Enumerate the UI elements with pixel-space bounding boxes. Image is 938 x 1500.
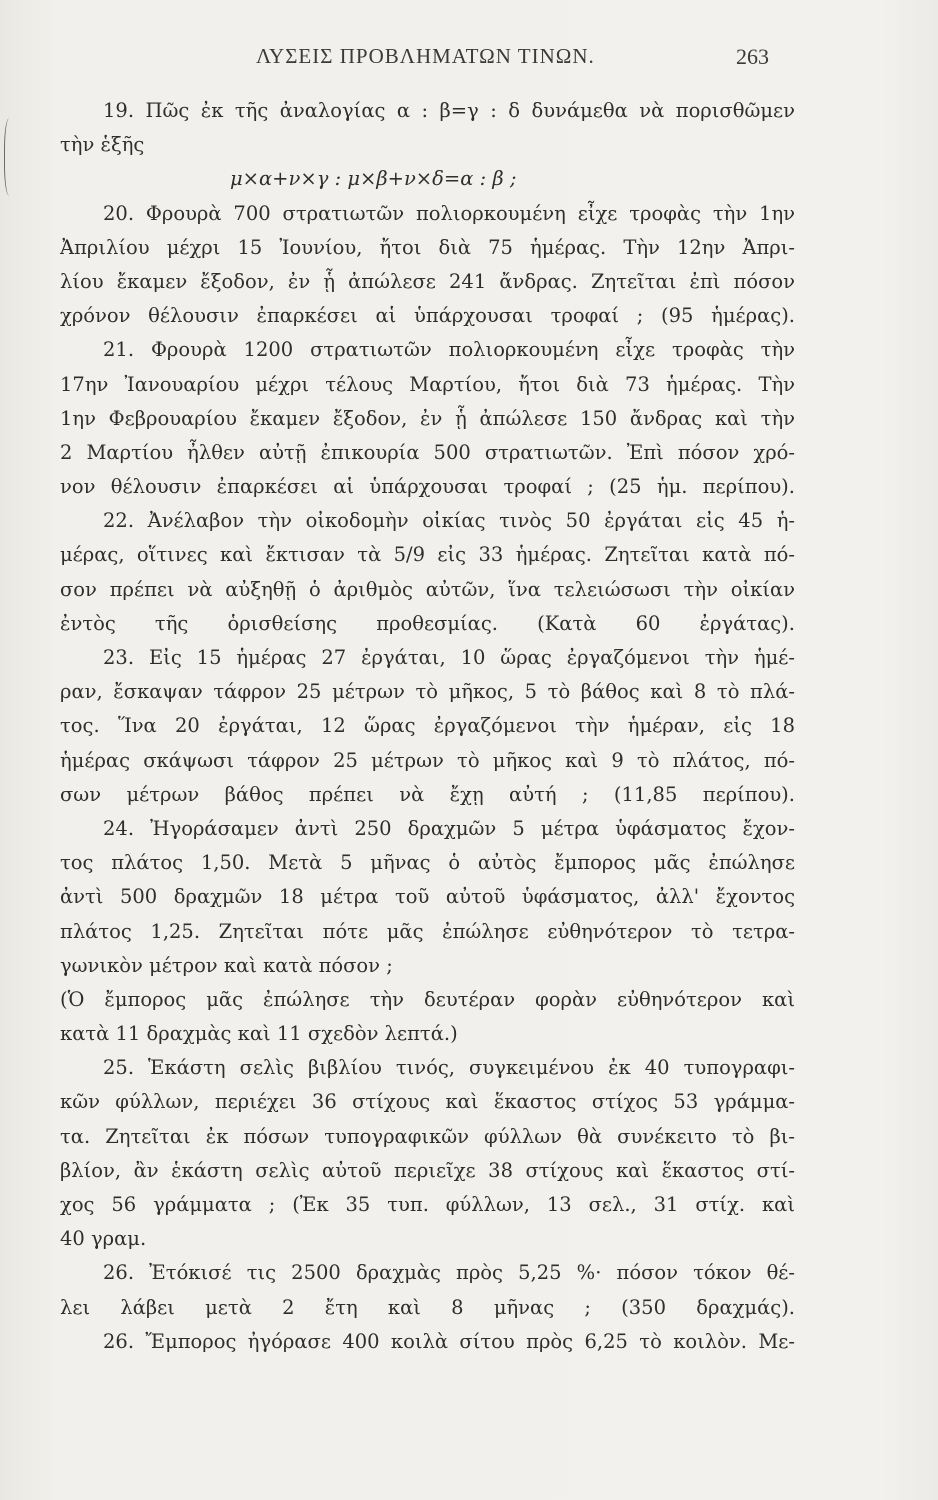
text-line: ἀντὶ 500 δραχμῶν 18 μέτρα τοῦ αὐτοῦ ὑφάσματος, ἀλλ' ἔχοντος — [60, 885, 795, 909]
text-line: σον πρέπει νὰ αὐξηθῇ ὁ ἀριθμὸς αὐτῶν, ἵνα τελειώσωσι τὴν οἰκίαν — [60, 577, 795, 601]
text-line: κῶν φύλλων, περιέχει 36 στίχους καὶ ἕκαστος στίχος 53 γράμμα- — [60, 1090, 795, 1114]
text-line: χος 56 γράμματα ; (Ἐκ 35 τυπ. φύλλων, 13 σελ., 31 στίχ. καὶ — [60, 1193, 795, 1216]
text-line: ἐντὸς τῆς ὁρισθείσης προθεσμίας. (Κατὰ 60 ἐργάτας). — [60, 611, 795, 635]
text-line: τα. Ζητεῖται ἐκ πόσων τυπογραφικῶν φύλλων θὰ συνέκειτο τὸ βι- — [60, 1124, 795, 1148]
margin-bracket-mark — [4, 118, 17, 196]
text-line: 40 γραμ. — [60, 1227, 147, 1251]
text-line: 25. Ἑκάστη σελὶς βιβλίου τινός, συγκειμένου ἐκ 40 τυπογραφι- — [103, 1056, 795, 1080]
text-line: βλίον, ἂν ἑκάστη σελὶς αὐτοῦ περιεῖχε 38 στίχους καὶ ἕκαστος στί- — [60, 1158, 795, 1182]
text-line: 1ην Φεβρουαρίου ἔκαμεν ἔξοδον, ἐν ᾗ ἀπώλεσε 150 ἄνδρας καὶ τὴν — [60, 406, 795, 430]
text-line: χρόνον θέλουσιν ἐπαρκέσει αἱ ὑπάρχουσαι τροφαί ; (95 ἡμέρας). — [60, 304, 795, 328]
text-line: ἡμέρας σκάψωσι τάφρον 25 μέτρων τὸ μῆκος καὶ 9 τὸ πλάτος, πό- — [60, 748, 795, 772]
text-line: σων μέτρων βάθος πρέπει νὰ ἔχῃ αὐτή ; (11,85 περίπου). — [60, 782, 795, 806]
text-line: τὴν ἑξῆς — [60, 133, 145, 157]
text-line: τος. Ἵνα 20 ἐργάται, 12 ὥρας ἐργαζόμενοι τὴν ἡμέραν, εἰς 18 — [60, 714, 795, 738]
text-line: πλάτος 1,25. Ζητεῖται πότε μᾶς ἐπώλησε εὐθηνότερον τὸ τετρα- — [60, 919, 795, 943]
text-line: 19. Πῶς ἐκ τῆς ἀναλογίας α : β=γ : δ δυνάμεθα νὰ πορισθῶμεν — [103, 99, 795, 122]
text-line: 23. Εἰς 15 ἡμέρας 27 ἐργάται, 10 ὥρας ἐργαζόμενοι τὴν ἡμέ- — [103, 646, 795, 669]
text-line: 26. Ἐτόκισέ τις 2500 δραχμὰς πρὸς 5,25 %· πόσον τόκον θέ- — [103, 1261, 795, 1285]
text-line: 24. Ἠγοράσαμεν ἀντὶ 250 δραχμῶν 5 μέτρα ὑφάσματος ἔχον- — [103, 816, 795, 840]
text-line: γωνικὸν μέτρον καὶ κατὰ πόσον ; — [60, 953, 393, 977]
text-line: 17ην Ἰανουαρίου μέχρι τέλους Μαρτίου, ἤτοι διὰ 73 ἡμέρας. Τὴν — [60, 372, 795, 396]
text-line: 22. Ἀνέλαβον τὴν οἰκοδομὴν οἰκίας τινὸς 50 ἐργάται εἰς 45 ἡ- — [103, 509, 795, 533]
text-line: Ἀπριλίου μέχρι 15 Ἰουνίου, ἤτοι διὰ 75 ἡμέρας. Τὴν 12ην Ἀπρι- — [60, 235, 795, 259]
text-line: τος πλάτος 1,50. Μετὰ 5 μῆνας ὁ αὐτὸς ἔμπορος μᾶς ἐπώλησε — [60, 851, 795, 875]
text-line: νον θέλουσιν ἐπαρκέσει αἱ ὑπάρχουσαι τροφαί ; (25 ἡμ. περίπου). — [60, 475, 795, 499]
text-line: 2 Μαρτίου ἦλθεν αὐτῇ ἐπικουρία 500 στρατιωτῶν. Ἐπὶ πόσον χρό- — [60, 440, 795, 464]
running-title: ΛΥΣΕΙΣ ΠΡΟΒΛΗΜΑΤΩΝ ΤΙΝΩΝ. — [256, 44, 595, 68]
problem-text-block — [60, 94, 795, 1359]
text-line: λει λάβει μετὰ 2 ἔτη καὶ 8 μῆνας ; (350 δραχμάς). — [60, 1295, 795, 1319]
page-number: 263 — [736, 44, 769, 69]
text-line: 21. Φρουρὰ 1200 στρατιωτῶν πολιορκουμένη εἶχε τροφὰς τὴν — [103, 338, 795, 362]
text-line: ραν, ἔσκαψαν τάφρον 25 μέτρων τὸ μῆκος, 5 τὸ βάθος καὶ 8 τὸ πλά- — [60, 680, 795, 704]
text-line: κατὰ 11 δραχμὰς καὶ 11 σχεδὸν λεπτά.) — [60, 1022, 458, 1046]
page-header — [0, 44, 938, 78]
text-line: 26. Ἔμπορος ἠγόρασε 400 κοιλὰ σίτου πρὸς 6,25 τὸ κοιλὸν. Με- — [103, 1329, 795, 1353]
text-line: μέρας, οἵτινες καὶ ἔκτισαν τὰ 5/9 εἰς 33 ἡμέρας. Ζητεῖται κατὰ πό- — [60, 543, 795, 567]
text-line: λίου ἔκαμεν ἔξοδον, ἐν ᾗ ἀπώλεσε 241 ἄνδρας. Ζητεῖται ἐπὶ πόσον — [60, 269, 795, 293]
text-line: μ×α+ν×γ : μ×β+ν×δ=α : β ; — [230, 167, 517, 191]
text-line: (Ὁ ἔμπορος μᾶς ἐπώλησε τὴν δευτέραν φορὰν εὐθηνότερον καὶ — [60, 987, 795, 1011]
text-line: 20. Φρουρὰ 700 στρατιωτῶν πολιορκουμένη εἶχε τροφὰς τὴν 1ην — [103, 201, 795, 225]
